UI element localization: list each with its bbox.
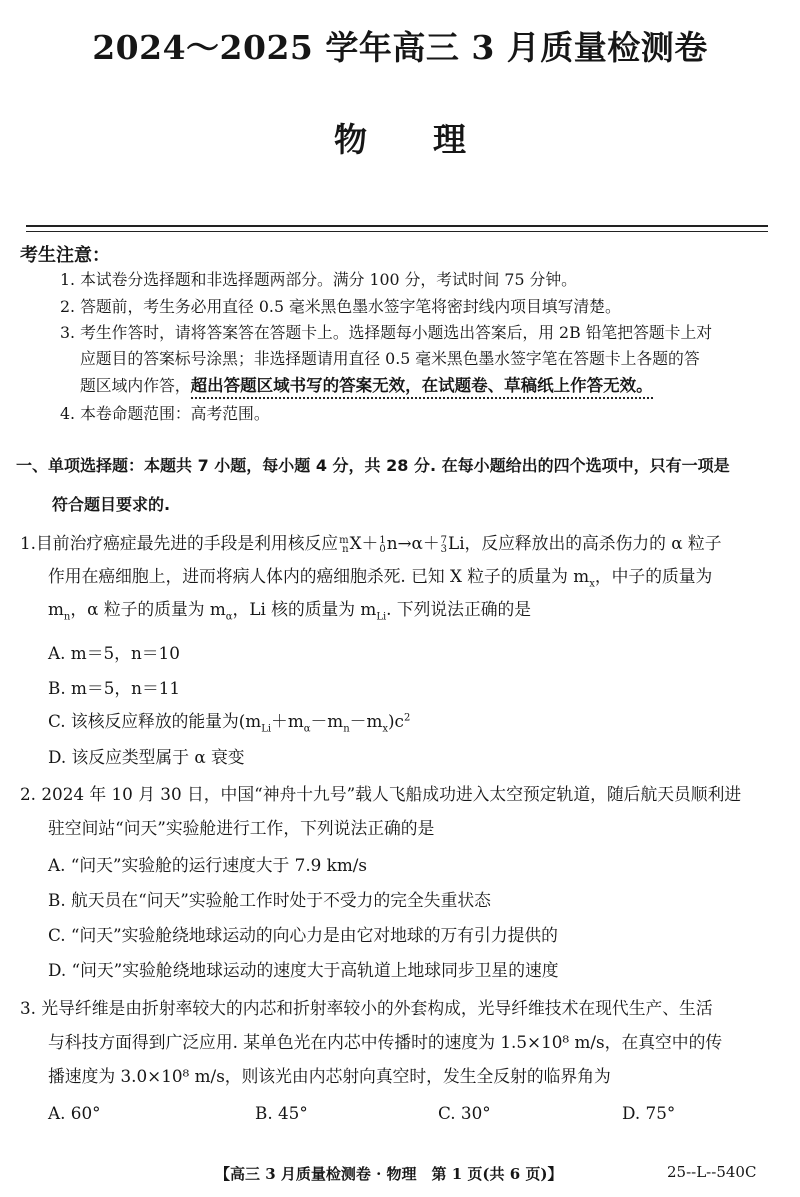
- q1-stem-tail: Li，反应释放出的高杀伤力的 α 粒子: [448, 533, 722, 553]
- q1-option-b: B. m＝5，n＝11: [48, 678, 181, 698]
- section-1-heading: 一、单项选择题：本题共 7 小题，每小题 4 分，共 28 分. 在每小题给出的四个选项中，只有一项是: [16, 456, 730, 475]
- q3-option-d: D. 75°: [622, 1103, 676, 1123]
- exam-code: 25--L--540C: [667, 1163, 757, 1181]
- page-footer: 【高三 3 月质量检测卷 · 物理 第 1 页(共 6 页)】: [215, 1165, 563, 1183]
- q3-stem-line-3: 播速度为 3.0×10⁸ m/s，则该光由内芯射向真空时，发生全反射的临界角为: [48, 1066, 611, 1086]
- q3-option-a: A. 60°: [48, 1103, 101, 1123]
- notice-item-2: 2. 答题前，考生务必用直径 0.5 毫米黑色墨水签字笔将密封线内项目填写清楚。: [60, 297, 621, 316]
- q3-option-b: B. 45°: [255, 1103, 308, 1123]
- q1-stem-line-2: 作用在癌细胞上，进而将病人体内的癌细胞杀死. 已知 X 粒子的质量为 $m_x$，中子的质量为: [48, 566, 713, 590]
- notice-item-3-line-1: 3. 考生作答时，请将答案答在答题卡上。选择题每小题选出答案后，用 2B 铅笔把答题卡上对: [60, 323, 713, 342]
- notice-item-3-emphasis: 超出答题区域书写的答案无效，在试题卷、草稿纸上作答无效。: [191, 376, 653, 399]
- q3-option-c: C. 30°: [438, 1103, 491, 1123]
- q3-stem-line-1: 3. 光导纤维是由折射率较大的内芯和折射率较小的外套构成，光导纤维技术在现代生产、生活: [20, 998, 713, 1018]
- notice-item-4: 4. 本卷命题范围：高考范围。: [60, 404, 270, 423]
- header-divider-thick: [26, 225, 768, 227]
- notice-item-3-plain: 题区域内作答，: [80, 376, 191, 395]
- q2-option-b: B. 航天员在“问天”实验舱工作时处于不受力的完全失重状态: [48, 890, 491, 910]
- q1-li-script: 7 3: [440, 534, 448, 555]
- q1-stem-text: 目前治疗癌症最先进的手段是利用核反应: [36, 533, 339, 553]
- q1-neutron-script: 1 0: [379, 534, 386, 555]
- q1-stem-line-1: [20, 530, 722, 554]
- q1-stem-line-3: $m_n$，α 粒子的质量为 $m_\alpha$，Li 核的质量为 $m_{Li}$. 下列说法正确的是: [48, 599, 532, 623]
- header-divider-thin: [26, 231, 768, 232]
- q2-option-d: D. “问天”实验舱绕地球运动的速度大于高轨道上地球同步卫星的速度: [48, 960, 559, 980]
- q3-stem-line-2: 与科技方面得到广泛应用. 某单色光在内芯中传播时的速度为 1.5×10⁸ m/s，在真空中的传: [48, 1032, 723, 1052]
- notice-item-3-line-3: [80, 372, 653, 396]
- exam-title: 2024～2025 学年高三 3 月质量检测卷: [92, 28, 708, 67]
- notice-heading: 考生注意：: [20, 245, 110, 266]
- q1-x-nuclide-script: m n: [339, 534, 349, 555]
- q2-stem-line-1: 2. 2024 年 10 月 30 日，中国“神舟十九号”载人飞船成功进入太空预定轨道，随后航天员顺利进: [20, 784, 742, 804]
- subject-title: 物 理: [334, 120, 466, 159]
- notice-item-3-line-2: 应题目的答案标号涂黑；非选择题请用直径 0.5 毫米黑色墨水签字笔在答题卡上各题的答: [80, 349, 700, 368]
- q2-option-c: C. “问天”实验舱绕地球运动的向心力是由它对地球的万有引力提供的: [48, 925, 558, 945]
- q1-number: 1.: [20, 533, 37, 553]
- q1-x-symbol: X＋: [349, 533, 379, 553]
- q2-option-a: A. “问天”实验舱的运行速度大于 7.9 km/s: [48, 855, 368, 875]
- q1-option-a: A. m＝5，n＝10: [48, 643, 180, 663]
- q2-stem-line-2: 驻空间站“问天”实验舱进行工作，下列说法正确的是: [48, 818, 435, 838]
- q1-option-d: D. 该反应类型属于 α 衰变: [48, 747, 245, 767]
- section-1-heading-cont: 符合题目要求的.: [52, 495, 171, 514]
- q1-option-c: C. 该核反应释放的能量为$(m_{Li}+m_\alpha-m_n-m_x)c^2$: [48, 711, 411, 735]
- q1-reaction-arrow: n→α＋: [386, 533, 440, 553]
- notice-item-1: 1. 本试卷分选择题和非选择题两部分。满分 100 分，考试时间 75 分钟。: [60, 270, 577, 289]
